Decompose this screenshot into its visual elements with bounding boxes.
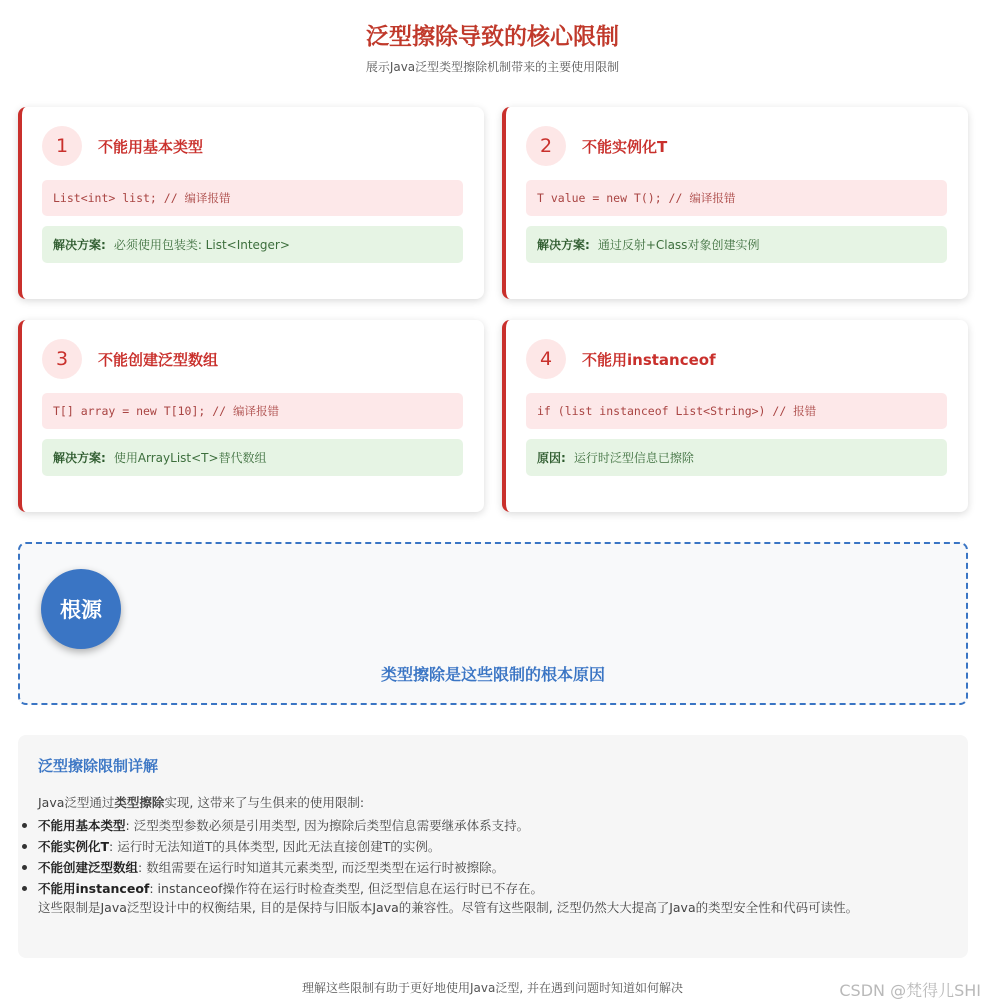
list-item: [38, 836, 943, 857]
card-solution: [526, 226, 947, 263]
detail-heading: 泛型擦除限制详解: [38, 757, 159, 775]
list-item-text: : 运行时无法知道T的具体类型, 因此无法直接创建T的实例。: [109, 839, 441, 854]
list-item-title: 不能用基本类型: [38, 818, 126, 833]
card-code-snippet: if (list instanceof List<String>) // 报错: [526, 393, 947, 429]
list-item-title: 不能实例化T: [38, 839, 110, 854]
solution-label: 解决方案:: [53, 451, 106, 465]
card-solution: [42, 226, 463, 263]
root-cause-text: 类型擦除是这些限制的根本原因: [380, 665, 605, 684]
root-cause-box: [18, 542, 968, 705]
list-item: [38, 815, 943, 836]
detail-panel: [18, 735, 968, 958]
page-subtitle: 展示Java泛型类型擦除机制带来的主要使用限制: [365, 60, 620, 74]
card-number-badge: 2: [526, 126, 566, 166]
limit-card-1: [18, 107, 484, 299]
list-item-text: : 泛型类型参数必须是引用类型, 因为擦除后类型信息需要继承体系支持。: [125, 818, 530, 833]
list-item: [38, 878, 943, 899]
intro-bold: 类型擦除: [114, 795, 165, 810]
solution-label: 解决方案:: [537, 238, 590, 252]
list-item-text: : instanceof操作符在运行时检查类型, 但泛型信息在运行时已不存在。: [149, 881, 543, 896]
solution-label: 解决方案:: [53, 238, 106, 252]
reason-label: 原因:: [537, 451, 566, 465]
reason-text: 运行时泛型信息已擦除: [573, 451, 694, 465]
card-reason: [526, 439, 947, 476]
card-solution: [42, 439, 463, 476]
page-title: 泛型擦除导致的核心限制: [366, 24, 619, 50]
limit-card-3: [18, 320, 484, 512]
detail-intro: [38, 793, 364, 811]
card-title: 不能创建泛型数组: [98, 351, 219, 369]
card-code-snippet: T[] array = new T[10]; // 编译报错: [42, 393, 463, 429]
card-code-snippet: T value = new T(); // 编译报错: [526, 180, 947, 216]
list-item-title: 不能用instanceof: [38, 881, 150, 896]
card-number-badge: 1: [42, 126, 82, 166]
detail-outro: 这些限制是Java泛型设计中的权衡结果, 目的是保持与旧版本Java的兼容性。尽管有这些限制, 泛型仍然大大提高了Java的类型安全性和代码可读性。: [38, 900, 859, 915]
limit-card-2: [502, 107, 968, 299]
intro-text: Java泛型通过: [38, 795, 115, 810]
card-code-snippet: List<int> list; // 编译报错: [42, 180, 463, 216]
solution-text: 必须使用包装类: List<Integer>: [113, 238, 290, 252]
solution-text: 通过反射+Class对象创建实例: [597, 238, 760, 252]
card-number-badge: 3: [42, 339, 82, 379]
root-cause-badge: 根源: [41, 569, 121, 649]
card-title: 不能实例化T: [582, 138, 668, 156]
limit-card-4: [502, 320, 968, 512]
card-number-badge: 4: [526, 339, 566, 379]
watermark: CSDN @梵得儿SHI: [839, 981, 981, 1000]
detail-list: [38, 815, 943, 899]
list-item-title: 不能创建泛型数组: [38, 860, 139, 875]
footer-note: 理解这些限制有助于更好地使用Java泛型, 并在遇到问题时知道如何解决: [302, 981, 683, 995]
list-item-text: : 数组需要在运行时知道其元素类型, 而泛型类型在运行时被擦除。: [138, 860, 505, 875]
solution-text: 使用ArrayList<T>替代数组: [113, 451, 267, 465]
card-title: 不能用基本类型: [98, 138, 204, 156]
intro-text-end: 实现, 这带来了与生俱来的使用限制:: [164, 795, 365, 810]
card-title: 不能用instanceof: [582, 351, 716, 369]
list-item: [38, 857, 943, 878]
